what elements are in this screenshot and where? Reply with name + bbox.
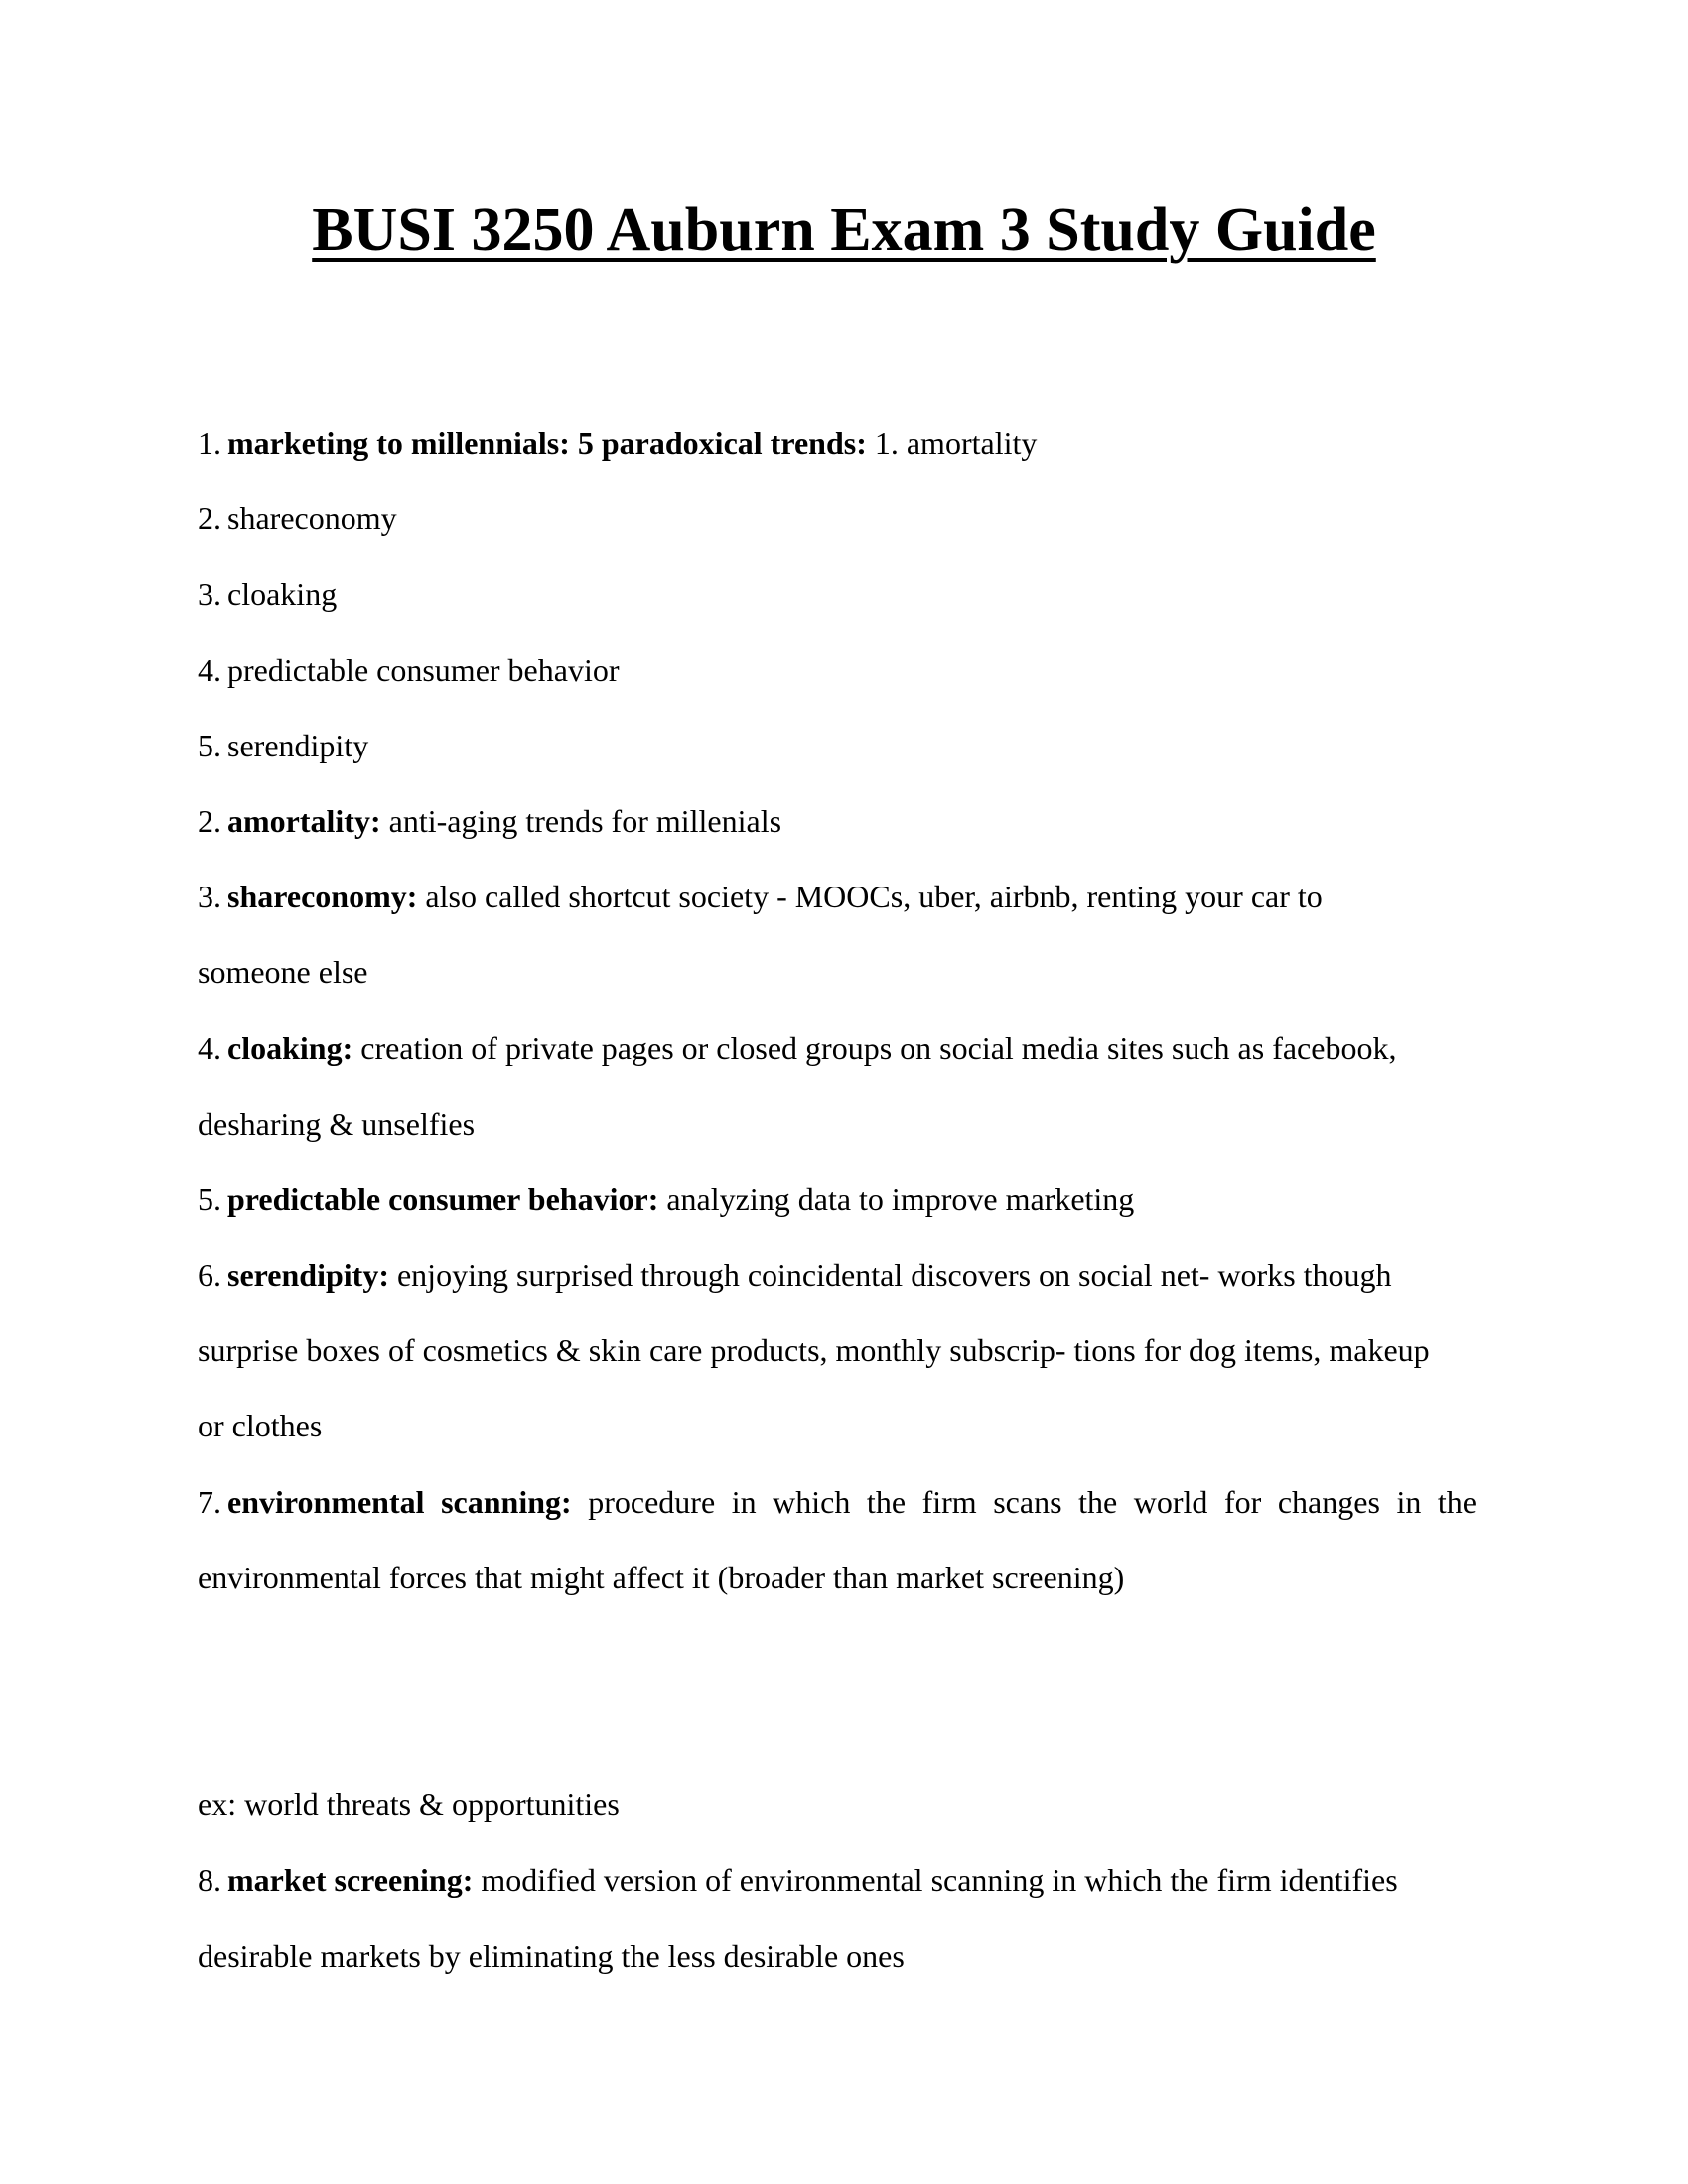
definition: anti-aging trends for millenials xyxy=(380,802,782,839)
definition: shareconomy xyxy=(227,500,397,537)
item-number: 6. xyxy=(198,1257,221,1294)
term: market screening: xyxy=(227,1861,474,1898)
definition: someone else xyxy=(198,954,368,991)
definition: also called shortcut society - MOOCs, uber, airbnb, renting your car to xyxy=(417,879,1323,915)
term: environmental scanning: xyxy=(227,1483,572,1520)
line-5 xyxy=(198,708,1477,783)
item-number: 4. xyxy=(198,651,221,688)
item-number: 2. xyxy=(198,802,221,839)
definition: 1. amortality xyxy=(866,425,1038,461)
line-2 xyxy=(198,480,1477,556)
item-number: 3. xyxy=(198,576,221,613)
line-13 xyxy=(198,1312,1477,1388)
item-number: 2. xyxy=(198,500,221,537)
page-title xyxy=(0,191,1688,270)
line-12 xyxy=(198,1237,1477,1312)
line-14 xyxy=(198,1388,1477,1463)
definition: creation of private pages or closed groups on social media sites such as facebook, xyxy=(352,1029,1397,1066)
line-9 xyxy=(198,1011,1477,1086)
definition: modified version of environmental scanning in which the firm identifies xyxy=(473,1861,1398,1898)
definition: cloaking xyxy=(227,576,338,613)
line-19 xyxy=(198,1843,1477,1918)
definition: analyzing data to improve marketing xyxy=(658,1180,1135,1217)
line-1 xyxy=(198,405,1477,480)
item-number: 3. xyxy=(198,879,221,915)
term: predictable consumer behavior: xyxy=(227,1180,659,1217)
title-text: BUSI 3250 Auburn Exam 3 Study Guide xyxy=(312,197,1376,264)
study-guide-body xyxy=(198,405,1477,1993)
definition: desirable markets by eliminating the less desirable ones xyxy=(198,1937,905,1974)
term: shareconomy: xyxy=(227,879,418,915)
item-number: 8. xyxy=(198,1861,221,1898)
line-7 xyxy=(198,859,1477,934)
blank-line xyxy=(198,1615,1477,1691)
item-number: 4. xyxy=(198,1029,221,1066)
line-example xyxy=(198,1766,1477,1842)
definition: surprise boxes of cosmetics & skin care products, monthly subscrip- tions for dog items, makeup xyxy=(198,1332,1430,1369)
line-11 xyxy=(198,1161,1477,1237)
line-8 xyxy=(198,934,1477,1010)
term: cloaking: xyxy=(227,1029,353,1066)
line-10 xyxy=(198,1086,1477,1161)
line-3 xyxy=(198,556,1477,631)
item-number: 5. xyxy=(198,727,221,763)
definition: environmental forces that might affect it (broader than market screening) xyxy=(198,1559,1125,1595)
line-15 xyxy=(198,1464,1477,1540)
term: serendipity: xyxy=(227,1257,389,1294)
definition: serendipity xyxy=(227,727,369,763)
line-4 xyxy=(198,632,1477,708)
item-number: 5. xyxy=(198,1180,221,1217)
line-20 xyxy=(198,1918,1477,1993)
definition: ex: world threats & opportunities xyxy=(198,1786,620,1823)
definition: enjoying surprised through coincidental discovers on social net- works though xyxy=(388,1257,1392,1294)
item-number: 1. xyxy=(198,425,221,461)
definition: predictable consumer behavior xyxy=(227,651,620,688)
line-16 xyxy=(198,1540,1477,1615)
term: marketing to millennials: 5 paradoxical trends: xyxy=(227,425,867,461)
definition: procedure in which the firm scans the world for changes in the xyxy=(571,1483,1477,1520)
blank-line xyxy=(198,1691,1477,1766)
definition: desharing & unselfies xyxy=(198,1105,476,1142)
line-6 xyxy=(198,783,1477,859)
definition: or clothes xyxy=(198,1408,323,1444)
term: amortality: xyxy=(227,802,381,839)
item-number: 7. xyxy=(198,1483,221,1520)
